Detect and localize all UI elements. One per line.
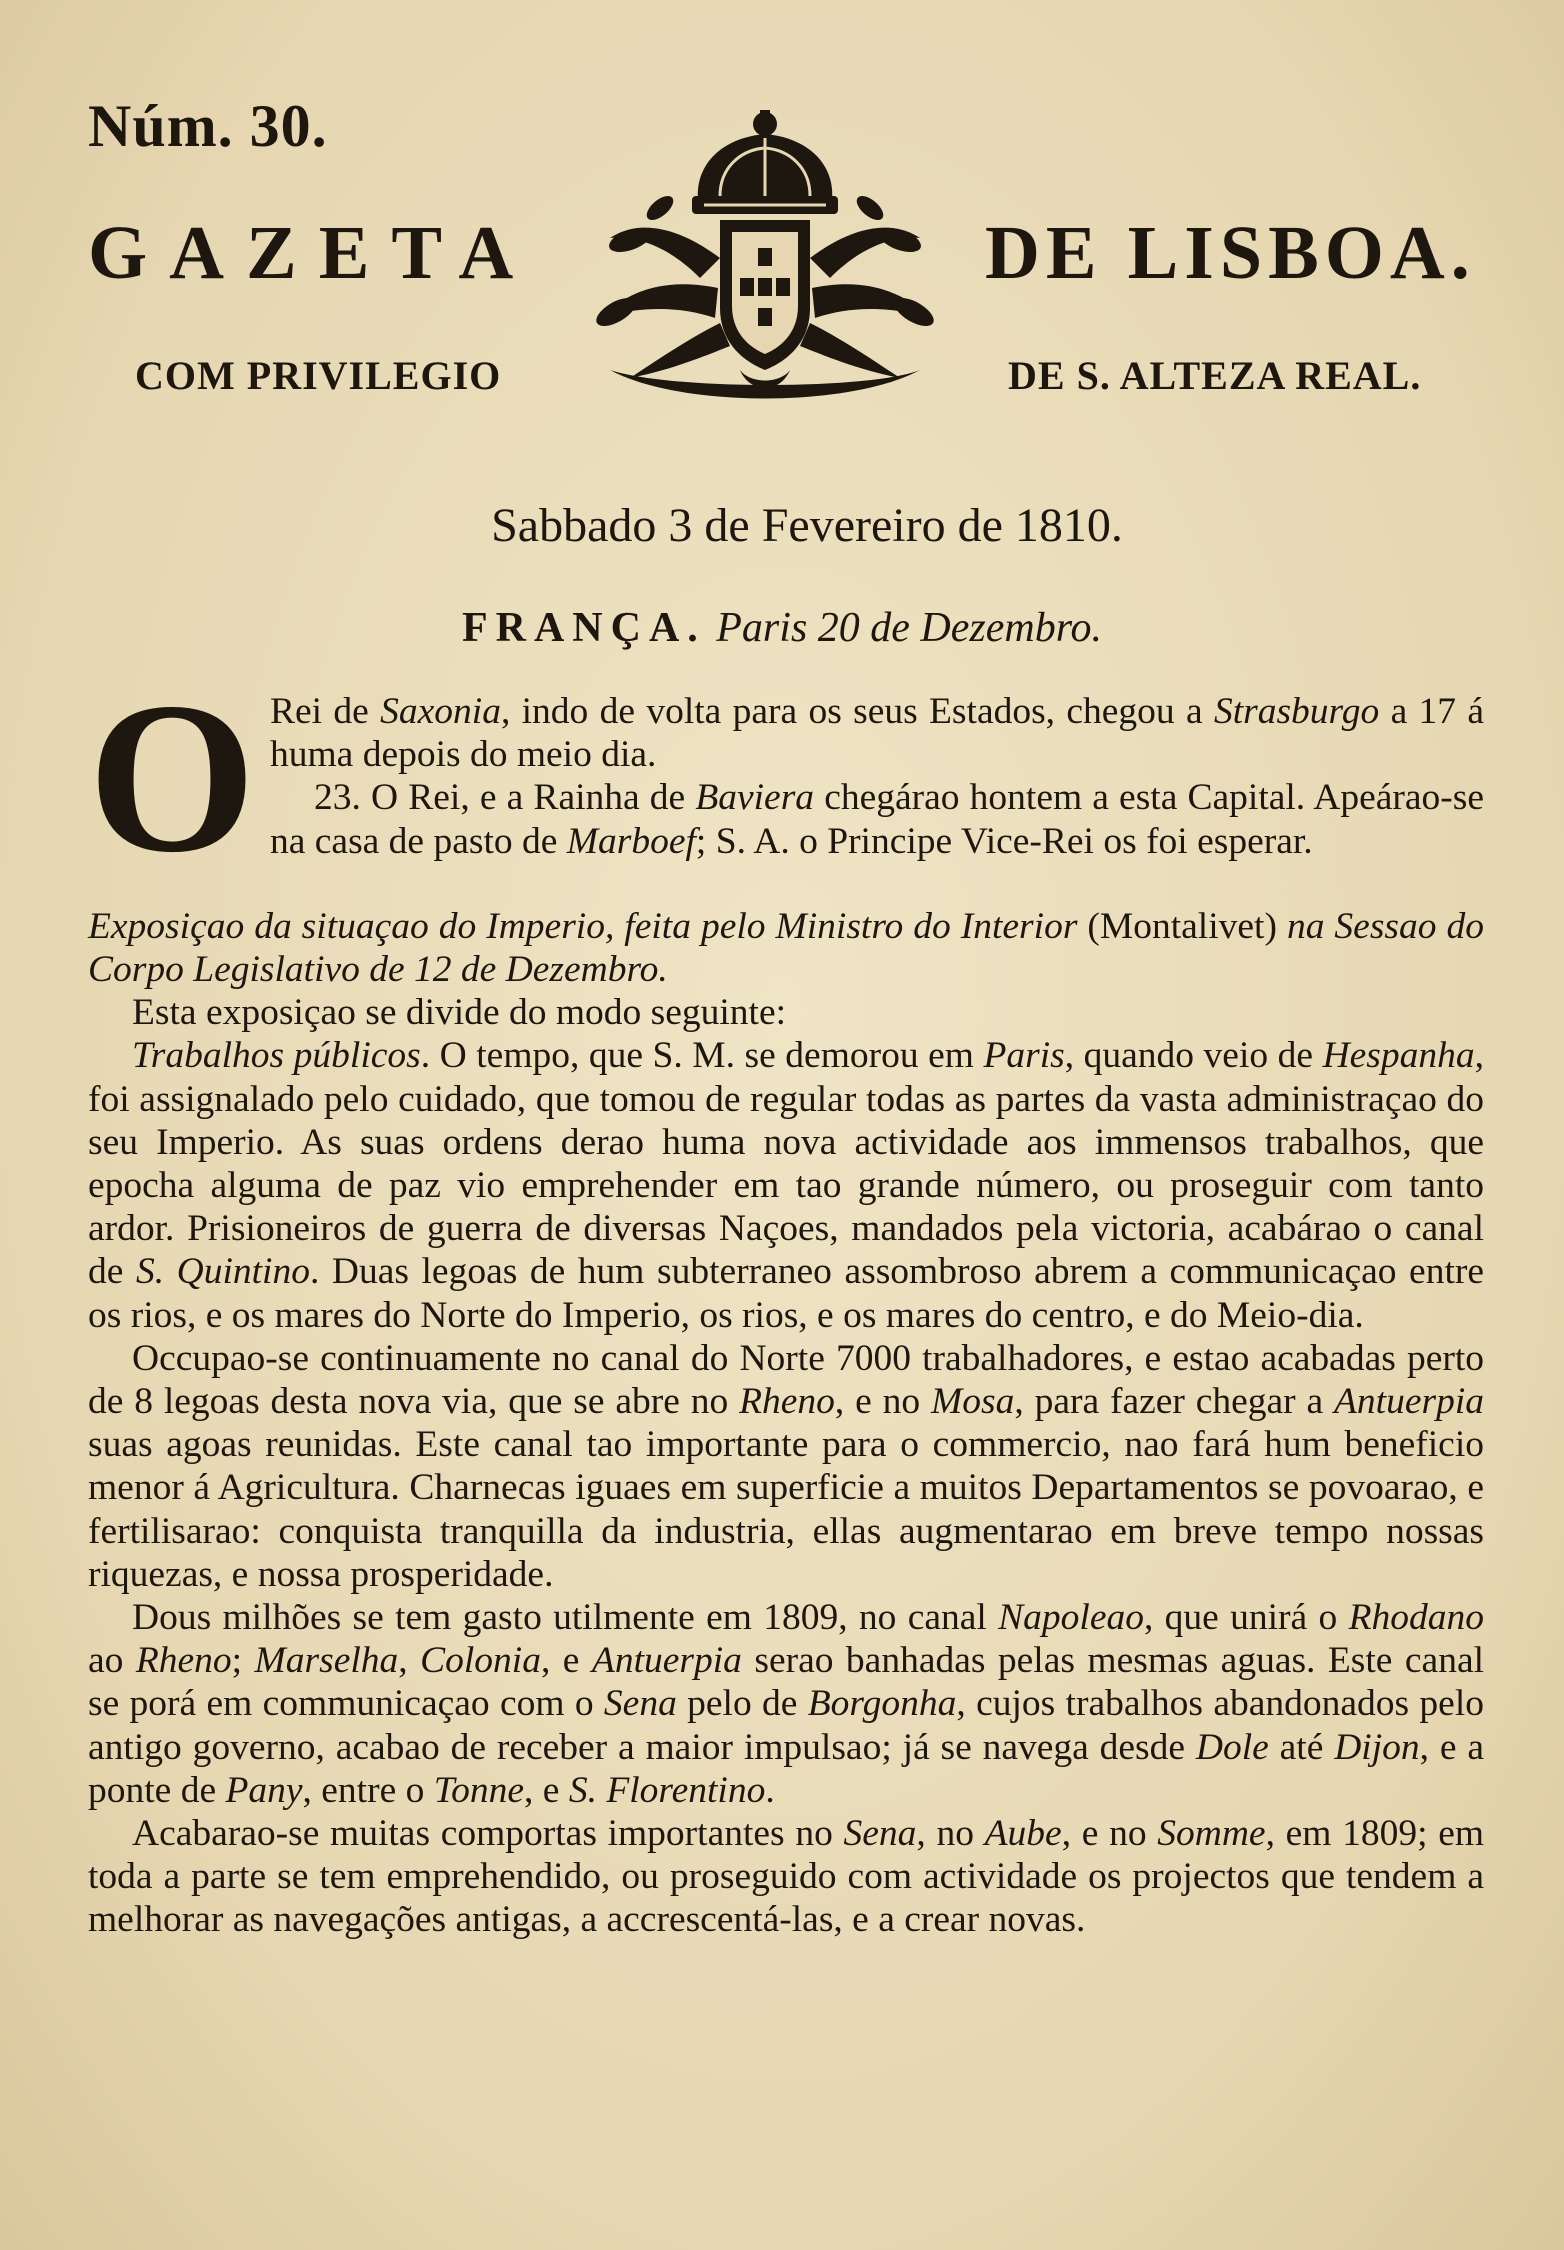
- title-gazeta: GAZETA: [88, 211, 536, 295]
- drop-cap: O: [88, 658, 257, 897]
- title-de-lisboa: DE LISBOA.: [985, 211, 1476, 295]
- article-paragraph: 23. O Rei, e a Rainha de Baviera chegárao hontem a esta Capital. Apeárao-se na casa de pasto de Marboef; S. A. o Principe Vice-Rei os foi esperar.: [270, 777, 1484, 862]
- issue-dateline: Sabbado 3 de Fevereiro de 1810.: [491, 499, 1123, 552]
- section-country: FRANÇA.: [461, 605, 706, 651]
- article-body: [88, 658, 1485, 1942]
- exposition-heading: Exposiçao da situaçao do Imperio, feita pelo Ministro do Interior (Montalivet) na Sessao do Corpo Legislativo de 12 de Dezembro.: [88, 905, 1484, 991]
- article-paragraph: Occupao-se continuamente no canal do Norte 7000 trabalhadores, e estao acabadas perto de 8 legoas desta nova via, que se abre no Rheno, e no Mosa, para fazer chegar a Antuerpia suas agoas reunidas. Este canal tao importante para o commercio, nao fará hum beneficio menor á Agricultura. Charnecas iguaes em superficie a muitos Departamentos se povoarao, e fertilisarao: conquista tranquilla da industria, ellas augmentarao em breve tempo nossas riquezas, e nossa prosperidade.: [88, 1337, 1484, 1595]
- privilege-right: DE S. ALTEZA REAL.: [1008, 353, 1422, 398]
- article-paragraph: Acabarao-se muitas comportas importantes no Sena, no Aube, e no Somme, em 1809; em toda a parte se tem emprehendido, ou proseguido com actividade os projectos que tendem a melhorar as navegações antigas, a accrescentá-las, e a crear novas.: [88, 1813, 1485, 1941]
- article-paragraph: Trabalhos públicos. O tempo, que S. M. se demorou em Paris, quando veio de Hespanha, foi assignalado pelo cuidado, que tomou de regular todas as partes da vasta administraçao do seu Imperio. As suas ordens derao huma nova actividade aos immensos trabalhos, que epocha alguma de paz vio emprehender em tao grande número, ou proseguir com tanto ardor. Prisioneiros de guerra de diversas Naçoes, mandados pela victoria, acabárao o canal de S. Quintino. Duas legoas de hum subterraneo assombroso abrem a communicaçao entre os rios, e os mares do Norte do Imperio, os rios, e os mares do centro, e do Meio-dia.: [88, 1035, 1485, 1336]
- article-paragraph: O Rei de Saxonia, indo de volta para os seus Estados, chegou a Strasburgo a 17 á huma depois do meio dia.: [88, 658, 1484, 897]
- article-paragraph: Dous milhões se tem gasto utilmente em 1809, no canal Napoleao, que unirá o Rhodano ao Rheno; Marselha, Colonia, e Antuerpia serao banhadas pelas mesmas aguas. Este canal se porá em communicaçao com o Sena pelo de Borgonha, cujos trabalhos abandonados pelo antigo governo, acabao de receber a maior impulsao; já se navega desde Dole até Dijon, e a ponte de Pany, entre o Tonne, e S. Florentino.: [88, 1597, 1485, 1811]
- royal-coat-of-arms-icon: [570, 108, 960, 408]
- issue-number: Núm. 30.: [88, 93, 328, 159]
- exposition-intro: Esta exposiçao se divide do modo seguinte:: [132, 992, 787, 1034]
- section-place-date: Paris 20 de Dezembro.: [716, 605, 1103, 651]
- masthead: [0, 0, 1564, 470]
- section-heading: [0, 604, 1564, 652]
- privilege-left: COM PRIVILEGIO: [135, 353, 502, 398]
